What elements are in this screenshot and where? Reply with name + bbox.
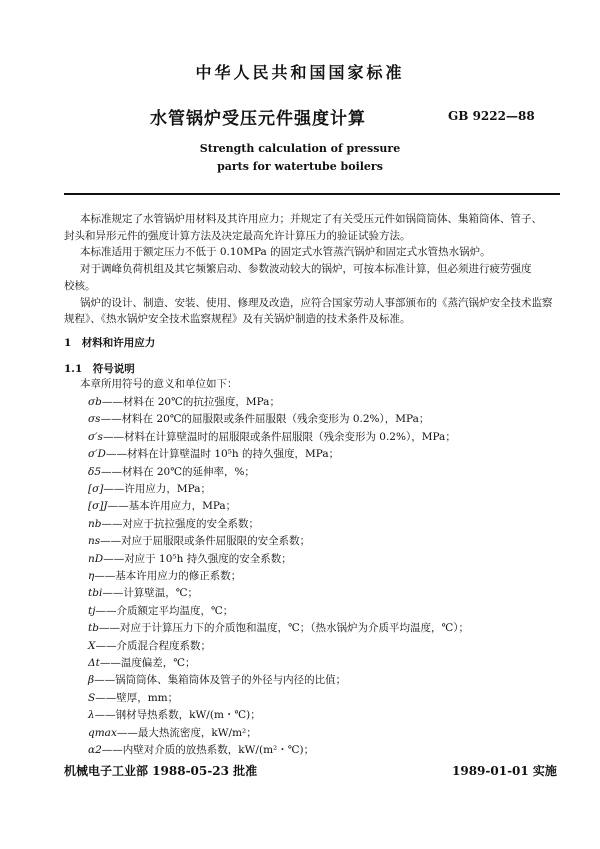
paragraph-peak-load-line1: 对于调峰负荷机组及其它频繁启动、参数波动较大的锅炉，可按本标准计算，但必须进行疲劳强度 bbox=[80, 263, 532, 275]
symbol-term: σb bbox=[88, 396, 102, 408]
symbol-term: S bbox=[88, 691, 96, 704]
symbol-definition bbox=[88, 430, 456, 444]
symbol-term: X bbox=[88, 639, 96, 652]
symbol-description: ——对应于抗拉强度的安全系数； bbox=[101, 517, 259, 530]
symbol-term: [σ]J bbox=[88, 500, 108, 513]
symbol-definition bbox=[88, 482, 211, 496]
symbol-description: ——对应于屈服限或条件屈服限的安全系数； bbox=[100, 535, 311, 548]
symbol-definition bbox=[88, 639, 211, 653]
symbol-term: qmax bbox=[88, 726, 117, 739]
symbol-term: λ bbox=[88, 709, 95, 722]
symbol-definition bbox=[88, 395, 280, 409]
symbol-definition bbox=[88, 604, 233, 618]
symbol-definition bbox=[88, 447, 339, 461]
symbol-term: tbi bbox=[88, 587, 103, 600]
approval-note: 机械电子工业部 1988-05-23 批准 bbox=[64, 764, 258, 778]
symbol-definition bbox=[88, 552, 292, 566]
symbol-term: nb bbox=[88, 517, 102, 530]
symbol-definition bbox=[88, 499, 236, 513]
symbol-term: tb bbox=[88, 622, 99, 635]
symbol-definition bbox=[88, 534, 310, 548]
symbol-definition bbox=[88, 412, 429, 426]
symbol-term: δ5 bbox=[88, 465, 102, 478]
symbol-description: ——对应于 10⁵h 持久强度的安全系数； bbox=[103, 552, 292, 565]
symbol-description: ——最大热流密度，kW/m²； bbox=[116, 726, 257, 739]
symbol-description: ——壁厚，mm； bbox=[95, 691, 179, 704]
symbol-description: ——材料在 20℃的抗拉强度，MPa； bbox=[101, 396, 280, 408]
symbol-definition bbox=[88, 569, 241, 583]
symbol-description: ——对应于计算压力下的介质饱和温度，℃；（热水锅炉为介质平均温度，℃）； bbox=[98, 622, 469, 635]
standard-number: GB 9222—88 bbox=[448, 109, 535, 123]
symbol-term: ns bbox=[88, 535, 101, 548]
english-title-line1: Strength calculation of pressure bbox=[199, 142, 401, 155]
symbol-term: σs bbox=[88, 413, 101, 426]
paragraph-applicability: 本标准适用于额定压力不低于 0.10MPa 的固定式水管蒸汽锅炉和固定式水管热水锅炉。 bbox=[80, 246, 491, 258]
symbol-description: ——计算壁温，℃； bbox=[102, 587, 199, 600]
symbol-description: ——基本许用应力的修正系数； bbox=[94, 570, 242, 582]
symbol-term: β bbox=[88, 674, 95, 687]
symbol-definition bbox=[88, 726, 257, 740]
symbol-definition bbox=[88, 621, 469, 635]
paragraph-regulation-line2: 规程》、《热水锅炉安全技术监察规程》及有关锅炉制造的技术条件及标准。 bbox=[64, 313, 411, 325]
document-title: 水管锅炉受压元件强度计算 bbox=[150, 109, 366, 129]
effective-date: 1989-01-01 实施 bbox=[452, 764, 557, 778]
symbol-description: ——介质混合程度系数； bbox=[95, 639, 211, 652]
symbol-description: ——材料在 20℃的延伸率，%； bbox=[101, 465, 255, 478]
symbol-definition bbox=[88, 743, 314, 757]
symbol-definition bbox=[88, 708, 261, 722]
header-divider bbox=[64, 193, 560, 195]
symbol-description: ——温度偏差，℃； bbox=[99, 657, 196, 669]
symbol-definition bbox=[88, 691, 178, 705]
symbol-description: ——材料在计算壁温时的屈服限或条件屈服限（残余变形为 0.2%），MPa； bbox=[102, 430, 456, 443]
symbols-intro: 本章所用符号的意义和单位如下： bbox=[80, 378, 238, 390]
symbol-term: σ′s bbox=[88, 430, 103, 443]
english-title-line2: parts for watertube boilers bbox=[217, 160, 383, 173]
national-standard-heading: 中华人民共和国国家标准 bbox=[195, 63, 405, 82]
symbol-description: ——介质额定平均温度，℃； bbox=[95, 604, 234, 617]
symbol-description: ——钢材导热系数，kW/(m・℃)； bbox=[94, 709, 261, 722]
symbol-description: ——内壁对介质的放热系数，kW/(m²・℃)； bbox=[101, 744, 315, 756]
symbol-term: nD bbox=[88, 552, 104, 565]
paragraph-regulation-line1: 锅炉的设计、制造、安装、使用、修理及改造，应符合国家劳动人事部颁布的《蒸汽锅炉安全技术监察 bbox=[80, 297, 553, 309]
symbol-term: [σ] bbox=[88, 483, 104, 495]
symbol-term: Δt bbox=[88, 657, 100, 669]
symbol-term: α2 bbox=[88, 744, 102, 756]
symbol-definition bbox=[88, 465, 255, 479]
symbol-term: tj bbox=[88, 604, 96, 617]
section-heading-1: 1 材料和许用应力 bbox=[64, 337, 156, 349]
symbol-definition bbox=[88, 586, 198, 600]
paragraph-peak-load-line2: 校核。 bbox=[64, 280, 96, 292]
symbol-definition bbox=[88, 517, 259, 531]
symbol-description: ——材料在计算壁温时 10⁵h 的持久强度，MPa； bbox=[105, 448, 340, 461]
symbol-description: ——锅筒筒体、集箱筒体及管子的外径与内径的比值； bbox=[94, 674, 347, 687]
symbol-description: ——基本许用应力，MPa； bbox=[107, 500, 237, 513]
symbol-term: η bbox=[88, 570, 95, 582]
symbol-description: ——许用应力，MPa； bbox=[103, 483, 211, 495]
symbol-term: σ′D bbox=[88, 448, 106, 461]
symbol-definition bbox=[88, 656, 196, 670]
paragraph-scope-line1: 本标准规定了水管锅炉用材料及其许用应力；并规定了有关受压元件如锅筒筒体、集箱筒体、管子、 bbox=[80, 213, 542, 225]
symbol-description: ——材料在 20℃的屈服限或条件屈服限（残余变形为 0.2%），MPa； bbox=[100, 413, 430, 426]
symbol-definition bbox=[88, 673, 346, 687]
section-heading-1-1: 1.1 符号说明 bbox=[64, 363, 135, 375]
paragraph-scope-line2: 封头和异形元件的强度计算方法及决定最高允许计算压力的验证试验方法。 bbox=[64, 230, 411, 242]
